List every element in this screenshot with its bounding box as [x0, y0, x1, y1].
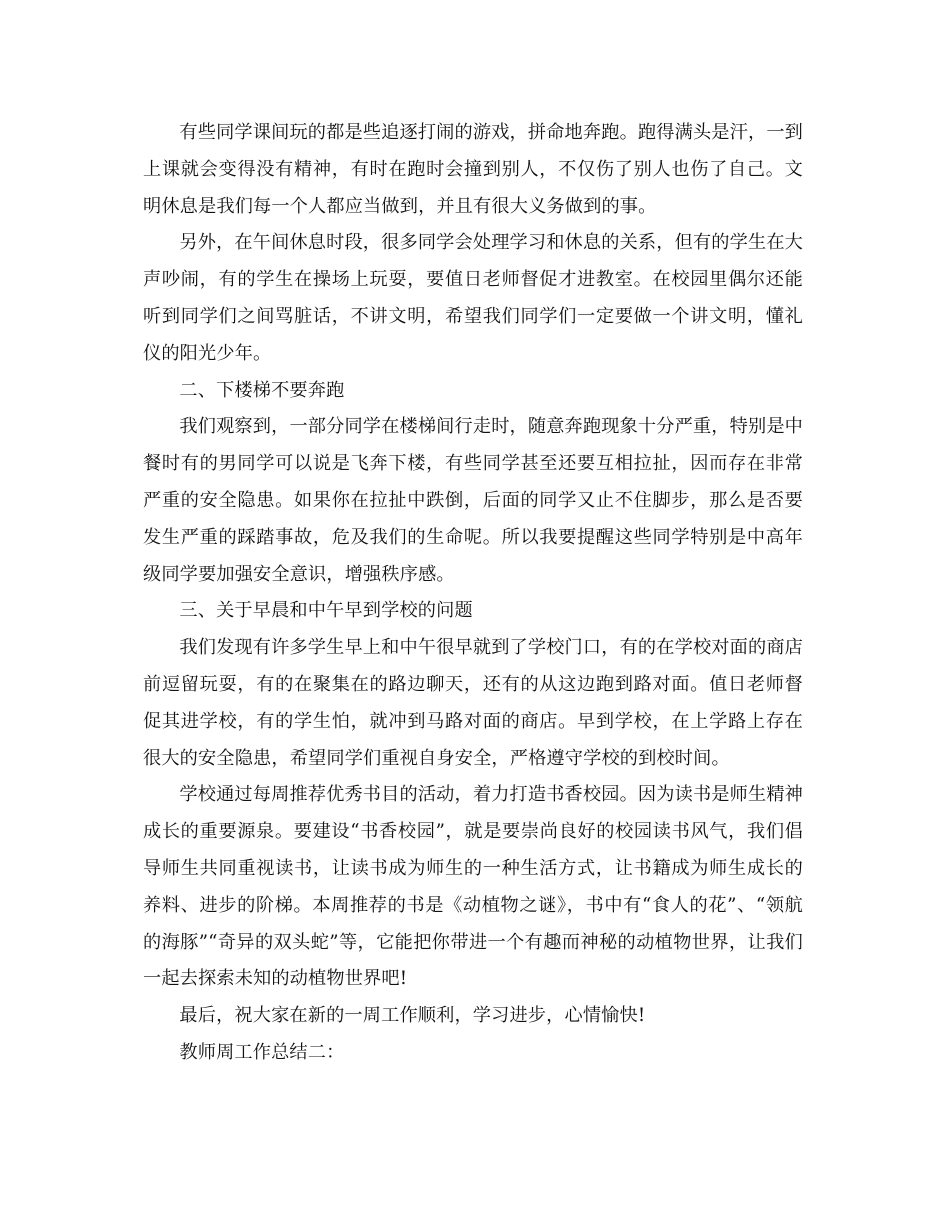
- paragraph-book-recommendation: 学校通过每周推荐优秀书目的活动，着力打造书香校园。因为读书是师生精神成长的重要源泉。要建设“书香校园”，就是要崇尚良好的校园读书风气，我们倡导师生共同重视读书，让读书成为师生的一种生活方式，让书籍成为师生成长的养料、进步的阶梯。本周推荐的书是《动植物之谜》，书中有“食人的花”、“领航的海豚”“奇异的双头蛇”等，它能把你带进一个有趣而神秘的动植物世界，让我们一起去探索未知的动植物世界吧!: [143, 784, 803, 990]
- paragraph-summary-two-heading: 教师周工作总结二：: [179, 1041, 345, 1063]
- paragraph-early-arrival: 我们发现有许多学生早上和中午很早就到了学校门口，有的在学校对面的商店前逗留玩耍，有的在聚集在的路边聊天，还有的从这边跑到路对面。值日老师督促其进学校，有的学生怕，就冲到马路对面的商店。早到学校，在上学路上存在很大的安全隐患，希望同学们重视自身安全，严格遵守学校的到校时间。: [143, 637, 803, 769]
- document-body: [143, 115, 803, 1072]
- section-heading-early-arrival: 三、关于早晨和中午早到学校的问题: [179, 600, 473, 622]
- paragraph-recess-running: 有些同学课间玩的都是些追逐打闹的游戏，拼命地奔跑。跑得满头是汗，一到上课就会变得没有精神，有时在跑时会撞到别人，不仅伤了别人也伤了自己。文明休息是我们每一个人都应当做到，并且有很大义务做到的事。: [143, 122, 803, 217]
- paragraph-closing-wishes: 最后，祝大家在新的一周工作顺利，学习进步，心情愉快!: [179, 1005, 646, 1027]
- paragraph-stairs-safety: 我们观察到，一部分同学在楼梯间行走时，随意奔跑现象十分严重，特别是中餐时有的男同学可以说是飞奔下楼，有些同学甚至还要互相拉扯，因而存在非常严重的安全隐患。如果你在拉扯中跌倒，后面的同学又止不住脚步，那么是否要发生严重的踩踏事故，危及我们的生命呢。所以我要提醒这些同学特别是中高年级同学要加强安全意识，增强秩序感。: [143, 416, 803, 585]
- paragraph-noon-break: 另外，在午间休息时段，很多同学会处理学习和休息的关系，但有的学生在大声吵闹，有的学生在操场上玩耍，要值日老师督促才进教室。在校园里偶尔还能听到同学们之间骂脏话，不讲文明，希望我们同学们一定要做一个讲文明，懂礼仪的阳光少年。: [143, 232, 803, 364]
- section-heading-stairs: 二、下楼梯不要奔跑: [179, 379, 345, 401]
